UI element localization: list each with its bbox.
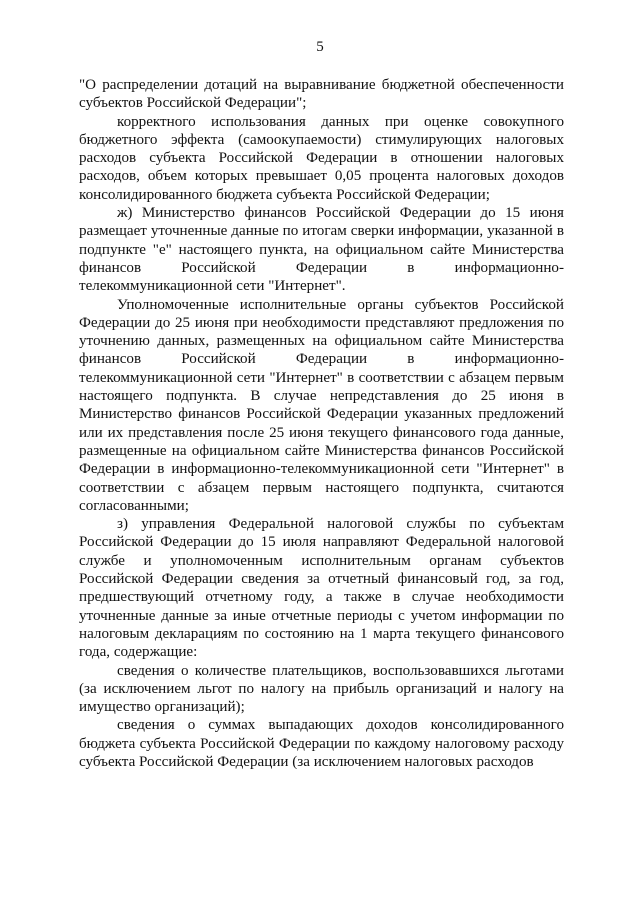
paragraph-2: корректного использования данных при оценке совокупного бюджетного эффекта (самоокупаемости) стимулирующих налоговых расходов субъекта Российской Федерации в отношении налоговых расходов, объем которых превышает 0,05 процента налоговых доходов консолидированного бюджета субъекта Российской Федерации;	[79, 113, 564, 203]
paragraph-3: ж) Министерство финансов Российской Федерации до 15 июня размещает уточненные данные по итогам сверки информации, указанной в подпункте "е" настоящего пункта, на официальном сайте Министерства финансов Российской Федерации в информационно-телекоммуникационной сети "Интернет".	[79, 205, 564, 295]
paragraph-4: Уполномоченные исполнительные органы субъектов Российской Федерации до 25 июня при необходимости представляют предложения по уточнению данных, размещенных на официальном сайте Министерства финансов Российской Федерации в информационно-телекоммуникационной сети "Интернет" в соответствии с абзацем первым настоящего подпункта. В случае непредставления до 25 июня в Министерство финансов Российской Федерации указанных предложений или их представления после 25 июня текущего финансового года данные, размещенные на официальном сайте Министерства финансов Российской Федерации в информационно-телекоммуникационной сети "Интернет" в соответствии с абзацем первым настоящего подпункта, считаются согласованными;	[79, 296, 564, 514]
paragraph-7: сведения о суммах выпадающих доходов консолидированного бюджета субъекта Российской Федерации по каждому налоговому расходу субъекта Российской Федерации (за исключением налоговых расходов	[79, 717, 564, 770]
paragraph-1: "О распределении дотаций на выравнивание бюджетной обеспеченности субъектов Российской Федерации";	[79, 77, 564, 112]
paragraph-6: сведения о количестве плательщиков, воспользовавшихся льготами (за исключением льгот по налогу на прибыль организаций и налогу на имущество организаций);	[79, 662, 564, 716]
page-number: 5	[316, 39, 324, 55]
paragraph-5: з) управления Федеральной налоговой службы по субъектам Российской Федерации до 15 июля направляют Федеральной налоговой службе и уполномоченным исполнительным органам субъектов Российской Федерации сведения за отчетный финансовый год, за год, предшествующий отчетному году, а также в случае необходимости уточненные данные за иные отчетные периоды с учетом информации по налоговым декларациям по состоянию на 1 марта текущего финансового года, содержащие:	[79, 516, 564, 661]
document-body	[79, 76, 564, 771]
